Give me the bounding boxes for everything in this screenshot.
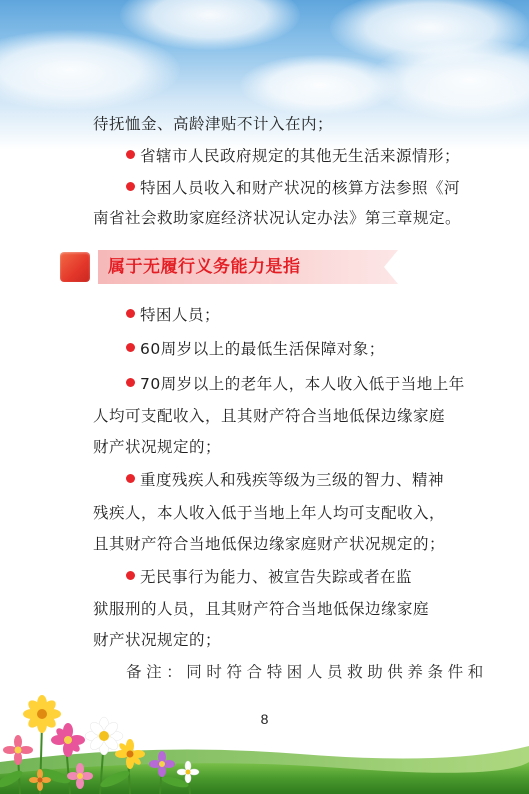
bullet-line xyxy=(126,305,220,325)
bullet-dot xyxy=(126,343,135,352)
bullet-line xyxy=(126,567,412,587)
bullet-dot xyxy=(126,309,135,318)
line-text: 财产状况规定的； xyxy=(93,438,222,456)
note-line xyxy=(126,662,488,682)
paragraph-line xyxy=(93,406,445,426)
line-text: 重度残疾人和残疾等级为三级的智力、精神 xyxy=(140,471,445,489)
heading-marker xyxy=(60,252,90,282)
paragraph-line xyxy=(93,534,445,554)
bullet-dot xyxy=(126,150,135,159)
bullet-dot xyxy=(126,182,135,191)
flowers-decoration xyxy=(0,684,240,794)
paragraph-line xyxy=(93,503,445,523)
note-text: 备注：同时符合特困人员救助供养条件和 xyxy=(126,663,488,681)
bullet-dot xyxy=(126,571,135,580)
paragraph-line xyxy=(93,630,221,650)
paragraph-line xyxy=(93,114,333,134)
line-text: 且其财产符合当地低保边缘家庭财产状况规定的； xyxy=(93,535,446,553)
line-text: 特困人员； xyxy=(140,306,221,324)
line-text: 60周岁以上的最低生活保障对象； xyxy=(140,340,385,358)
section-heading xyxy=(60,250,400,284)
bullet-dot xyxy=(126,378,135,387)
paragraph-line xyxy=(93,208,461,228)
bullet-line xyxy=(126,146,460,166)
bullet-dot xyxy=(126,474,135,483)
paragraph-line xyxy=(93,437,221,457)
bullet-line xyxy=(126,339,385,359)
line-text: 狱服刑的人员，且其财产符合当地低保边缘家庭 xyxy=(93,600,430,618)
line-text: 70周岁以上的老年人，本人收入低于当地上年 xyxy=(140,375,465,393)
line-text: 财产状况规定的； xyxy=(93,631,222,649)
section-heading-text: 属于无履行义务能力是指 xyxy=(108,257,301,277)
page-number: 8 xyxy=(260,711,269,727)
line-text: 人均可支配收入，且其财产符合当地低保边缘家庭 xyxy=(93,407,446,425)
line-text: 南省社会救助家庭经济状况认定办法》第三章规定。 xyxy=(93,209,462,227)
line-text: 待抚恤金、高龄津贴不计入在内； xyxy=(93,115,334,133)
cloud xyxy=(240,55,400,115)
line-text: 特困人员收入和财产状况的核算方法参照《河 xyxy=(140,179,461,197)
line-text: 残疾人，本人收入低于当地上年人均可支配收入， xyxy=(93,504,446,522)
bullet-line xyxy=(126,178,460,198)
line-text: 省辖市人民政府规定的其他无生活来源情形； xyxy=(140,147,461,165)
paragraph-line xyxy=(93,599,429,619)
line-text: 无民事行为能力、被宣告失踪或者在监 xyxy=(140,568,413,586)
flower xyxy=(23,695,61,733)
bullet-line xyxy=(126,470,444,490)
bullet-line xyxy=(126,374,465,394)
